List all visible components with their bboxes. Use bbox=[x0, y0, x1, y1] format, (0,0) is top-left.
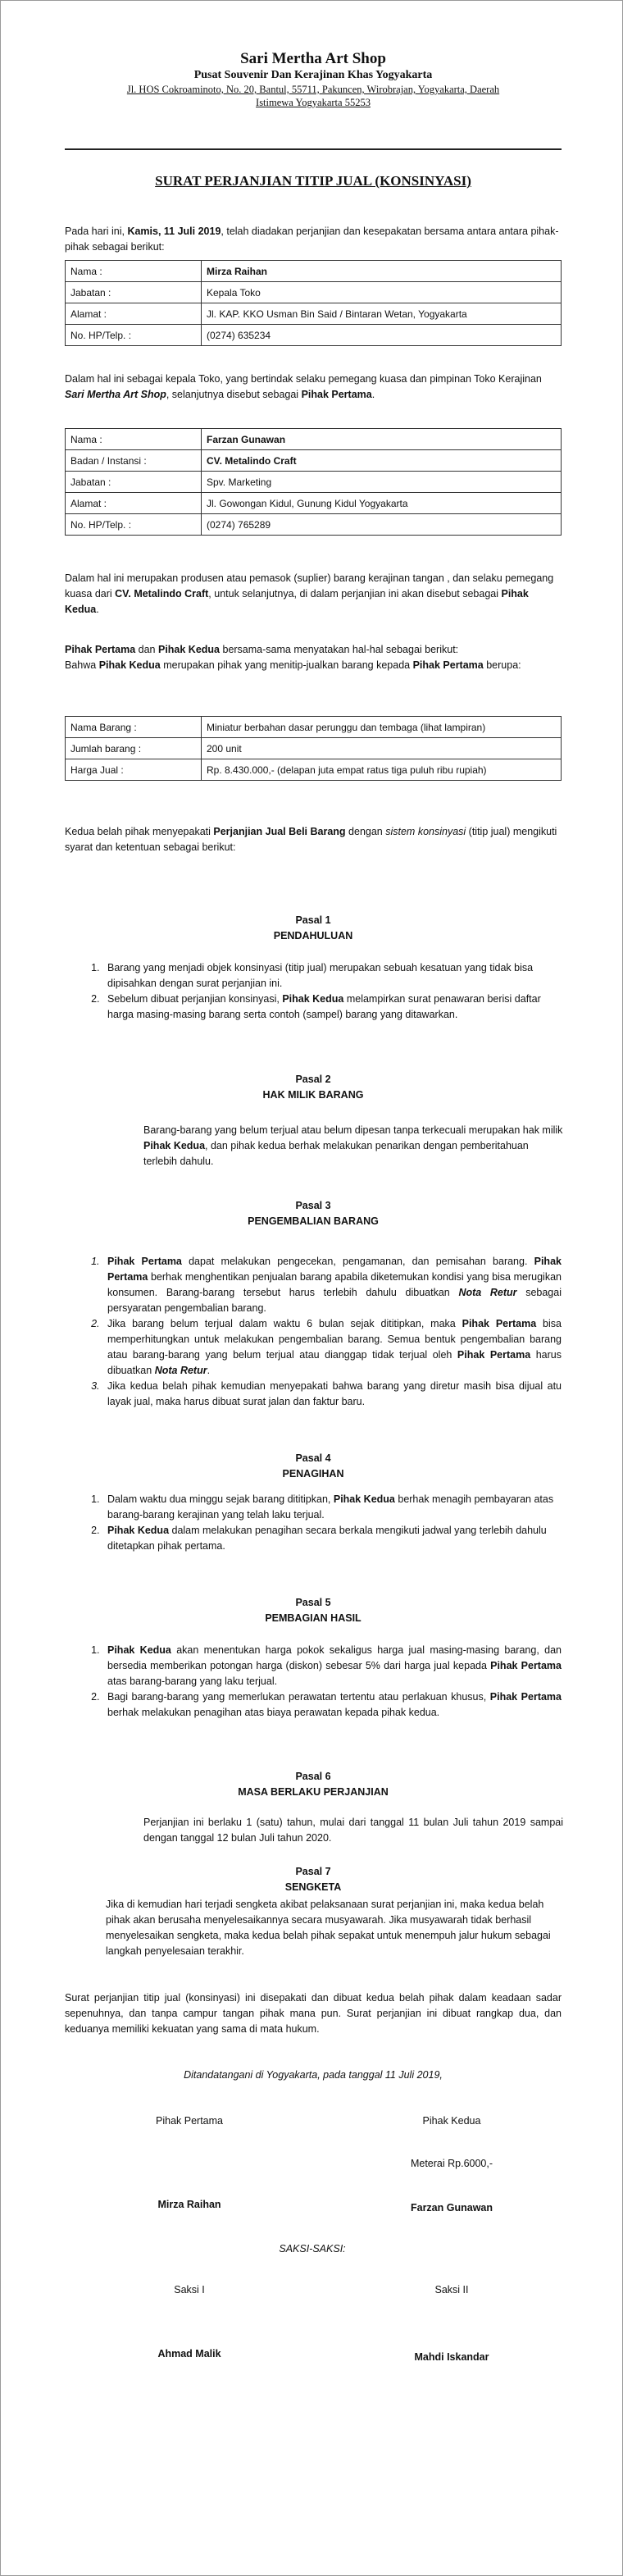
list-item: 2. Pihak Kedua dalam melakukan penagihan secara berkala mengikuti jadwal yang terlebih dahulu ditetapkan pihak pertama. bbox=[102, 1523, 562, 1554]
shop-address-line1: Jl. HOS Cokroaminoto, No. 20, Bantul, 55711, Pakuncen, Wirobrajan, Yogyakarta, Daerah bbox=[126, 84, 500, 95]
party2-table bbox=[65, 428, 562, 536]
pasal1-heading: Pasal 1 PENDAHULUAN bbox=[273, 914, 353, 941]
goods-table bbox=[65, 716, 562, 781]
list-item: 2. Sebelum dibuat perjanjian konsinyasi, Pihak Kedua melampirkan surat penawaran berisi daftar harga masing-masing barang serta contoh (sampel) barang yang ditawarkan. bbox=[102, 992, 562, 1023]
pasal2-heading: Pasal 2 HAK MILIK BARANG bbox=[262, 1074, 364, 1101]
party1-table bbox=[65, 260, 562, 346]
table-row: Nama : Mirza Raihan bbox=[66, 261, 562, 282]
pasal6-heading: Pasal 6 MASA BERLAKU PERJANJIAN bbox=[238, 1771, 389, 1798]
witness-heading: SAKSI-SAKSI: bbox=[279, 2243, 346, 2255]
witness2-label: Saksi II bbox=[434, 2284, 469, 2296]
closing-paragraph: Surat perjanjian titip jual (konsinyasi) ini disepakati dan dibuat kedua belah pihak dalam keadaan sadar sepenuhnya, dan tanpa campur tangan pihak mana pun. Surat perjanjian ini dibuat rangkap dua, dan keduanya memiliki kekuatan yang sama di mata hukum. bbox=[65, 1992, 562, 2035]
meterai-stamp-note: Meterai Rp.6000,- bbox=[410, 2158, 493, 2169]
pasal3-heading: Pasal 3 PENGEMBALIAN BARANG bbox=[248, 1200, 379, 1227]
list-item: 1. Pihak Pertama dapat melakukan pengecekan, pengamanan, dan pemisahan barang. Pihak Pertama berhak menghentikan penjualan barang apabila diketemukan kondisi yang bisa merugikan konsumen. Barang-barang tersebut harus terlebih dahulu dibuatkan Nota Retur sebagai persyaratan pengembalian barang. bbox=[102, 1254, 562, 1316]
witness2-name: Mahdi Iskandar bbox=[414, 2351, 489, 2363]
letterhead-divider bbox=[65, 148, 562, 150]
party1-label: Pihak Pertama bbox=[156, 2115, 223, 2127]
list-item: 3. Jika kedua belah pihak kemudian menyepakati bahwa barang yang diretur masih bisa dijual atu layak jual, maka harus dibuat surat jalan dan faktur baru. bbox=[102, 1379, 562, 1410]
terms-intro: Kedua belah pihak menyepakati Perjanjian Jual Beli Barang dengan sistem konsinyasi (titip jual) mengikuti syarat dan ketentuan sebagai berikut: bbox=[65, 826, 557, 853]
witness1-name: Ahmad Malik bbox=[157, 2348, 221, 2359]
witness1-label: Saksi I bbox=[174, 2284, 205, 2296]
table-row: Jabatan : Kepala Toko bbox=[66, 282, 562, 303]
pasal4-list bbox=[65, 1492, 562, 1554]
pasal4-heading: Pasal 4 PENAGIHAN bbox=[282, 1452, 344, 1479]
table-row: Nama Barang : Miniatur berbahan dasar perunggu dan tembaga (lihat lampiran) bbox=[66, 717, 562, 738]
list-item: 1. Barang yang menjadi objek konsinyasi (titip jual) merupakan sebuah kesatuan yang tidak bisa dipisahkan dengan surat perjanjian ini. bbox=[102, 960, 562, 992]
agreement-intro: Pihak Pertama dan Pihak Kedua bersama-sama menyatakan hal-hal sebagai berikut: Bahwa Pihak Kedua merupakan pihak yang menitip-jualkan barang kepada Pihak Pertama berupa: bbox=[65, 644, 521, 671]
pasal7-text: Jika di kemudian hari terjadi sengketa akibat pelaksanaan surat perjanjian ini, maka kedua belah pihak akan berusaha menyelesaikannya secara musyawarah. Jika musyawarah tidak berhasil menyelesaikan sengketa, maka kedua belah pihak sepakat untuk menempuh jalur hukum sebagai langkah penyelesaian terakhir. bbox=[106, 1899, 551, 1957]
table-row: Nama : Farzan Gunawan bbox=[66, 429, 562, 450]
pasal5-list bbox=[65, 1643, 562, 1721]
pasal3-list bbox=[65, 1254, 562, 1410]
table-row: No. HP/Telp. : (0274) 635234 bbox=[66, 325, 562, 346]
list-item: 1. Pihak Kedua akan menentukan harga pokok sekaligus harga jual masing-masing barang, dan bersedia memberikan potongan harga (diskon) sebesar 5% dari harga jual kepada Pihak Pertama atas barang-barang yang laku terjual. bbox=[102, 1643, 562, 1689]
letterhead bbox=[65, 50, 562, 109]
table-row: No. HP/Telp. : (0274) 765289 bbox=[66, 514, 562, 536]
pasal7-heading: Pasal 7 SENGKETA bbox=[284, 1866, 342, 1893]
party2-description: Dalam hal ini merupakan produsen atau pemasok (suplier) barang kerajinan tangan , dan selaku pemegang kuasa dari CV. Metalindo Craft, untuk selanjutnya, di dalam perjanjian ini akan disebut sebagai Pihak Kedua. bbox=[65, 572, 554, 615]
agreement-date: Kamis, 11 Juli 2019 bbox=[127, 226, 221, 237]
pasal2-text: Barang-barang yang belum terjual atau belum dipesan tanpa terkecuali merupakan hak milik Pihak Kedua, dan pihak kedua berhak melakukan penarikan dengan pemberitahuan terlebih dahulu. bbox=[143, 1124, 563, 1167]
party1-description: Dalam hal ini sebagai kepala Toko, yang bertindak selaku pemegang kuasa dan pimpinan Toko Kerajinan Sari Mertha Art Shop, selanjutnya disebut sebagai Pihak Pertama. bbox=[65, 373, 542, 400]
shop-subtitle: Pusat Souvenir Dan Kerajinan Khas Yogyakarta bbox=[193, 69, 433, 81]
signed-place-date: Ditandatangani di Yogyakarta, pada tanggal 11 Juli 2019, bbox=[184, 2069, 443, 2081]
list-item: 2. Jika barang belum terjual dalam waktu 6 bulan sejak dititipkan, maka Pihak Pertama bisa memperhitungkan untuk melakukan pengembalian barang. Semua bentuk pengembalian barang atau barang-barang yang belum terjual atau dianggap tidak terjual oleh Pihak Pertama harus dibuatkan Nota Retur. bbox=[102, 1316, 562, 1379]
table-row: Alamat : Jl. Gowongan Kidul, Gunung Kidul Yogyakarta bbox=[66, 493, 562, 514]
shop-name: Sari Mertha Art Shop bbox=[240, 50, 386, 67]
table-row: Jabatan : Spv. Marketing bbox=[66, 472, 562, 493]
table-row: Badan / Instansi : CV. Metalindo Craft bbox=[66, 450, 562, 472]
list-item: 2. Bagi barang-barang yang memerlukan perawatan tertentu atau perlakuan khusus, Pihak Pertama berhak melakukan penagihan atas biaya perawatan kepada pihak kedua. bbox=[102, 1689, 562, 1721]
pasal5-heading: Pasal 5 PEMBAGIAN HASIL bbox=[265, 1597, 362, 1624]
pasal6-text: Perjanjian ini berlaku 1 (satu) tahun, mulai dari tanggal 11 bulan Juli tahun 2019 sampai dengan tanggal 12 bulan Juli tahun 2020. bbox=[143, 1817, 563, 1844]
pasal1-list bbox=[65, 960, 562, 1023]
party2-label: Pihak Kedua bbox=[422, 2115, 481, 2127]
party1-signatory-name: Mirza Raihan bbox=[157, 2199, 221, 2210]
shop-address-line2: Istimewa Yogyakarta 55253 bbox=[256, 97, 371, 108]
table-row: Jumlah barang : 200 unit bbox=[66, 738, 562, 759]
party2-signatory-name: Farzan Gunawan bbox=[410, 2202, 493, 2214]
intro-paragraph: Pada hari ini, Kamis, 11 Juli 2019, telah diadakan perjanjian dan kesepakatan bersama antara antara pihak-pihak sebagai berikut: bbox=[65, 226, 559, 253]
list-item: 1. Dalam waktu dua minggu sejak barang dititipkan, Pihak Kedua berhak menagih pembayaran atas barang-barang kerajinan yang telah laku terjual. bbox=[102, 1492, 562, 1523]
table-row: Harga Jual : Rp. 8.430.000,- (delapan juta empat ratus tiga puluh ribu rupiah) bbox=[66, 759, 562, 781]
table-row: Alamat : Jl. KAP. KKO Usman Bin Said / Bintaran Wetan, Yogyakarta bbox=[66, 303, 562, 325]
document-title: SURAT PERJANJIAN TITIP JUAL (KONSINYASI) bbox=[155, 173, 471, 189]
